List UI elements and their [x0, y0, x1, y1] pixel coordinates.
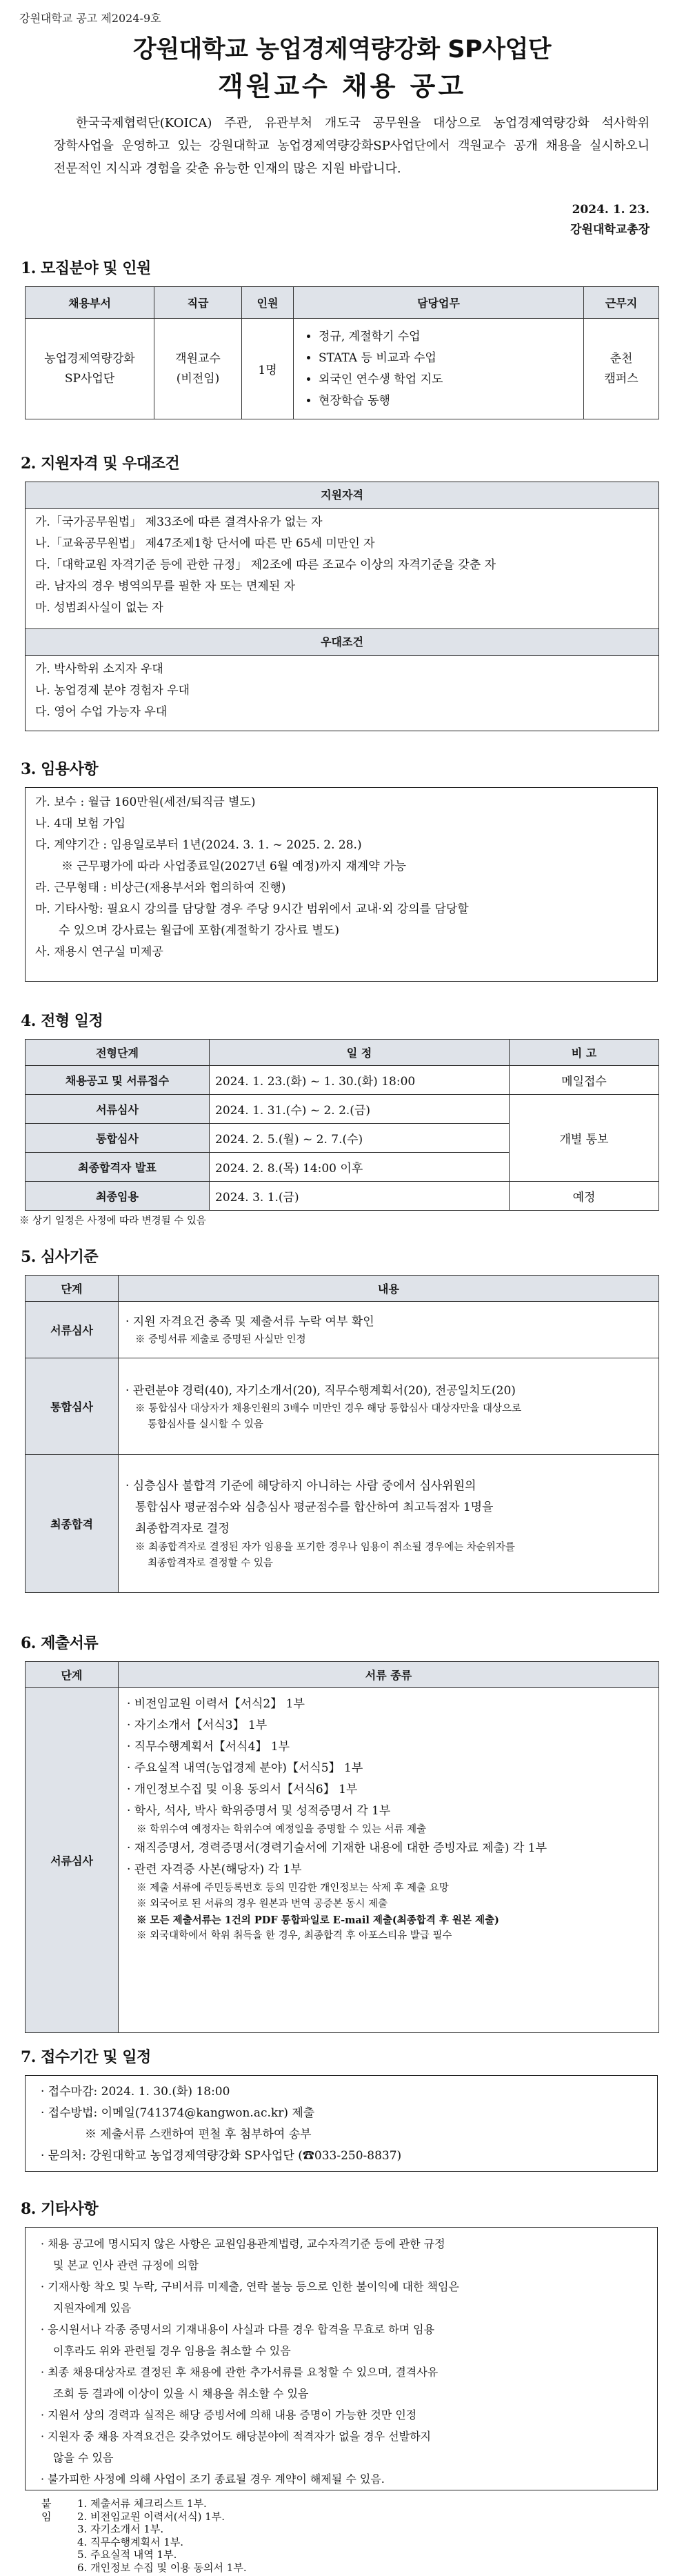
cell-rank: 객원교수 (비전임) — [154, 319, 242, 419]
schedule-date: 2024. 1. 31.(수) ~ 2. 2.(금) — [210, 1095, 510, 1124]
qualification-box — [25, 482, 659, 731]
schedule-stage: 통합심사 — [26, 1124, 210, 1153]
document-number: 강원대학교 공고 제2024-9호 — [19, 12, 161, 25]
other-line: · 지원자 중 채용 자격요건은 갖추었어도 해당분야에 적격자가 없을 경우 선발하지 — [41, 2430, 431, 2443]
application-note: ※ 제출서류 스캔하여 편철 후 첨부하여 송부 — [85, 2128, 312, 2141]
term-line: 나. 4대 보험 가입 — [35, 817, 125, 831]
th-eval-content: 내용 — [119, 1276, 659, 1302]
term-line-cont: 수 있으며 강사료는 월급에 포함(계절학기 강사료 별도) — [59, 924, 339, 938]
application-box — [25, 2075, 658, 2172]
duty-item: • 정규, 계절학기 수업 — [319, 326, 578, 348]
eval-main-cont: 최종합격자로 결정 — [135, 1522, 230, 1536]
eval-content — [119, 1302, 659, 1358]
schedule-note: 개별 통보 — [510, 1095, 659, 1182]
doc-note: ※ 제출 서류에 주민등록번호 등의 민감한 개인정보는 삭제 후 제출 요망 — [137, 1883, 449, 1894]
other-line-cont: 이후라도 위와 관련될 경우 임용을 취소할 수 있음 — [53, 2344, 291, 2357]
qual-line: 라. 남자의 경우 병역의무를 필한 자 또는 면제된 자 — [35, 579, 296, 593]
other-line: · 지원서 상의 경력과 실적은 해당 증빙서에 의해 내용 증명이 가능한 것만 인정 — [41, 2408, 417, 2421]
cell-place: 춘천 캠퍼스 — [584, 319, 659, 419]
evaluation-table — [25, 1275, 659, 1593]
schedule-footnote: ※ 상기 일정은 사정에 따라 변경될 수 있음 — [19, 1216, 206, 1227]
title-line-1: 강원대학교 농업경제역량강화 SP사업단 — [132, 36, 552, 63]
pref-line: 나. 농업경제 분야 경험자 우대 — [35, 684, 190, 697]
doc-item: · 자기소개서【서식3】 1부 — [127, 1718, 268, 1732]
doc-stage: 서류심사 — [26, 1688, 119, 2033]
th-eval-stage: 단계 — [26, 1276, 119, 1302]
section-5-title: 5. 심사기준 — [21, 1248, 99, 1266]
attachment-item: 4. 직무수행계획서 1부. — [77, 2535, 184, 2548]
intro-paragraph: 한국국제협력단(KOICA) 주관, 유관부처 개도국 공무원을 대상으로 농업경제역량강화 석사학위 장학사업을 운영하고 있는 강원대학교 농업경제역량강화SP사업단에서 객원교수 공개 채용을 실시하오니 전문적인 지식과 경험을 갖춘 유능한 인재의 많은 지원 바랍니다. — [54, 116, 650, 176]
duty-item: • STATA 등 비교과 수업 — [319, 348, 578, 369]
employment-terms-box — [25, 787, 658, 982]
eval-stage: 서류심사 — [26, 1302, 119, 1358]
attachment-item: 2. 비전임교원 이력서(서식) 1부. — [77, 2510, 225, 2523]
title-line-2: 객원교수 채용 공고 — [217, 71, 467, 101]
section-3-title: 3. 임용사항 — [21, 760, 99, 778]
th-place: 근무지 — [584, 287, 659, 319]
schedule-date: 2024. 3. 1.(금) — [210, 1182, 510, 1211]
duty-item: • 현장학습 동행 — [319, 390, 578, 412]
section-2-title: 2. 지원자격 및 우대조건 — [21, 455, 180, 473]
schedule-stage: 최종임용 — [26, 1182, 210, 1211]
other-line: · 기재사항 착오 및 누락, 구비서류 미제출, 연락 불능 등으로 인한 불이익에 대한 책임은 — [41, 2280, 459, 2293]
section-6-title: 6. 제출서류 — [21, 1634, 99, 1652]
documents-table — [25, 1661, 659, 2033]
other-line-cont: 않을 수 있음 — [53, 2451, 114, 2464]
other-line-cont: 지원자에게 있음 — [53, 2301, 132, 2315]
doc-note: ※ 학위수여 예정자는 학위수여 예정일을 증명할 수 있는 서류 제출 — [137, 1824, 427, 1835]
section-4-title: 4. 전형 일정 — [21, 1012, 103, 1030]
attachment-item: 3. 자기소개서 1부. — [77, 2523, 164, 2535]
schedule-note: 메일접수 — [510, 1066, 659, 1095]
attachments-list — [77, 2497, 353, 2574]
doc-item: · 재직증명서, 경력증명서(경력기술서에 기재한 내용에 대한 증빙자료 제출) 각 1부 — [127, 1841, 547, 1855]
doc-item: · 학사, 석사, 박사 학위증명서 및 성적증명서 각 1부 — [127, 1804, 391, 1818]
th-date: 일 정 — [210, 1040, 510, 1066]
doc-item: · 개인정보수집 및 이용 동의서【서식6】 1부 — [127, 1783, 358, 1796]
qualification-header: 지원자격 — [26, 482, 658, 509]
attachment-item: 1. 제출서류 체크리스트 1부. — [77, 2497, 207, 2510]
signature-block — [570, 200, 650, 240]
doc-item: · 직무수행계획서【서식4】 1부 — [127, 1740, 290, 1754]
schedule-date: 2024. 1. 23.(화) ~ 1. 30.(화) 18:00 — [210, 1066, 510, 1095]
other-line-cont: 및 본교 인사 관련 규정에 의함 — [53, 2259, 199, 2272]
section-8-title: 8. 기타사항 — [21, 2200, 99, 2218]
attachment-item: 6. 개인정보 수집 및 이용 동의서 1부. — [77, 2561, 247, 2574]
pref-line: 다. 영어 수업 가능자 우대 — [35, 705, 168, 719]
application-line: · 접수마감: 2024. 1. 30.(화) 18:00 — [41, 2085, 230, 2099]
eval-note: ※ 증빙서류 제출로 증명된 사실만 인정 — [135, 1334, 306, 1345]
schedule-table — [25, 1039, 659, 1211]
term-line: 다. 계약기간 : 임용일로부터 1년(2024. 3. 1. ~ 2025. 2. 28.) — [35, 838, 362, 852]
cell-dept: 농업경제역량강화 SP사업단 — [26, 319, 154, 419]
doc-note: ※ 외국대학에서 학위 취득을 한 경우, 최종합격 후 아포스티유 발급 필수 — [137, 1930, 452, 1941]
doc-item: · 관련 자격증 사본(해당자) 각 1부 — [127, 1863, 302, 1876]
announcement-date: 2024. 1. 23. — [572, 203, 650, 217]
eval-note: 통합심사를 실시할 수 있음 — [148, 1418, 263, 1430]
qual-line: 가.「국가공무원법」 제33조에 따른 결격사유가 없는 자 — [35, 515, 323, 529]
schedule-date: 2024. 2. 8.(목) 14:00 이후 — [210, 1153, 510, 1182]
eval-stage: 통합심사 — [26, 1358, 119, 1455]
term-line: 가. 보수 : 월급 160만원(세전/퇴직금 별도) — [35, 795, 256, 809]
attachment-item: 5. 주요실적 내역 1부. — [77, 2548, 177, 2561]
doc-note-emphasis: ※ 모든 제출서류는 1건의 PDF 통합파일로 E-mail 제출(최종합격 후 원본 제출) — [137, 1914, 499, 1926]
cell-count: 1명 — [242, 319, 294, 419]
other-notes-box — [25, 2227, 658, 2490]
eval-main-cont: 통합심사 평균점수와 심층심사 평균점수를 합산하여 최고득점자 1명을 — [135, 1500, 494, 1514]
th-rank: 직급 — [154, 287, 242, 319]
other-line: · 불가피한 사정에 의해 사업이 조기 종료될 경우 계약이 해제될 수 있음. — [41, 2473, 385, 2486]
schedule-note: 예정 — [510, 1182, 659, 1211]
term-line: 마. 기타사항: 필요시 강의를 담당할 경우 주당 9시간 범위에서 교내·외 강의를 담당할 — [35, 902, 469, 916]
term-note: ※ 근무평가에 따라 사업종료일(2027년 6월 예정)까지 재계약 가능 — [61, 860, 406, 873]
recruitment-table — [25, 286, 659, 419]
eval-content — [119, 1358, 659, 1455]
doc-note: ※ 외국어로 된 서류의 경우 원본과 번역 공증본 동시 제출 — [137, 1899, 388, 1910]
eval-note: 최종합격자로 결정할 수 있음 — [148, 1558, 273, 1569]
duty-item: • 외국인 연수생 학업 지도 — [319, 369, 578, 390]
th-stage: 전형단계 — [26, 1040, 210, 1066]
th-doc-type: 서류 종류 — [119, 1662, 659, 1688]
schedule-stage: 서류심사 — [26, 1095, 210, 1124]
eval-note: ※ 통합심사 대상자가 채용인원의 3배수 미만인 경우 해당 통합심사 대상자만을 대상으로 — [135, 1403, 522, 1414]
application-line: · 문의처: 강원대학교 농업경제역량강화 SP사업단 (☎033-250-8837) — [41, 2149, 402, 2163]
eval-content — [119, 1455, 659, 1593]
eval-note: ※ 최종합격자로 결정된 자가 임용을 포기한 경우나 임용이 취소될 경우에는 차순위자를 — [135, 1542, 515, 1553]
term-line: 라. 근무형태 : 비상근(재용부서와 협의하여 진행) — [35, 881, 286, 895]
th-doc-stage: 단계 — [26, 1662, 119, 1688]
section-1-title: 1. 모집분야 및 인원 — [21, 259, 151, 277]
term-line: 사. 재용시 연구실 미제공 — [35, 945, 163, 959]
cell-duties — [294, 319, 584, 419]
issuer: 강원대학교총장 — [570, 223, 650, 237]
pref-line: 가. 박사학위 소지자 우대 — [35, 662, 163, 676]
other-line: · 채용 공고에 명시되지 않은 사항은 교원임용관계법령, 교수자격기준 등에 관한 규정 — [41, 2237, 445, 2250]
th-duty: 담당업무 — [294, 287, 584, 319]
schedule-date: 2024. 2. 5.(월) ~ 2. 7.(수) — [210, 1124, 510, 1153]
preference-header: 우대조건 — [26, 628, 658, 656]
schedule-stage: 최종합격자 발표 — [26, 1153, 210, 1182]
doc-item: · 주요실적 내역(농업경제 분야)【서식5】 1부 — [127, 1761, 363, 1775]
schedule-stage: 채용공고 및 서류접수 — [26, 1066, 210, 1095]
other-line: · 응시원서나 각종 증명서의 기재내용이 사실과 다를 경우 합격을 무효로 하며 임용 — [41, 2323, 435, 2336]
section-7-title: 7. 접수기간 및 일정 — [21, 2048, 151, 2066]
attachments-label: 붙임 — [41, 2497, 52, 2523]
doc-item: · 비전임교원 이력서【서식2】 1부 — [127, 1697, 305, 1711]
qual-line: 나.「교육공무원법」 제47조제1항 단서에 따른 만 65세 미만인 자 — [35, 537, 375, 551]
application-line: · 접수방법: 이메일(741374@kangwon.ac.kr) 제출 — [41, 2106, 315, 2120]
th-dept: 채용부서 — [26, 287, 154, 319]
eval-main: · 심층심사 불합격 기준에 해당하지 아니하는 사람 중에서 심사위원의 — [125, 1479, 476, 1493]
doc-list — [119, 1688, 659, 2033]
qual-line: 마. 성범죄사실이 없는 자 — [35, 601, 163, 615]
th-count: 인원 — [242, 287, 294, 319]
other-line: · 최종 채용대상자로 결정된 후 채용에 관한 추가서류를 요청할 수 있으며, 결격사유 — [41, 2366, 439, 2379]
eval-main: · 지원 자격요건 충족 및 제출서류 누락 여부 확인 — [125, 1315, 374, 1329]
eval-stage: 최종합격 — [26, 1455, 119, 1593]
qual-line: 다.「대학교원 자격기준 등에 관한 규정」 제2조에 따른 조교수 이상의 자격기준을 갖춘 자 — [35, 558, 496, 572]
other-line-cont: 조회 등 결과에 이상이 있을 시 채용을 취소할 수 있음 — [53, 2387, 309, 2400]
title-block — [0, 33, 684, 106]
eval-main: · 관련분야 경력(40), 자기소개서(20), 직무수행계획서(20), 전공일치도(20) — [125, 1383, 516, 1398]
th-note: 비 고 — [510, 1040, 659, 1066]
